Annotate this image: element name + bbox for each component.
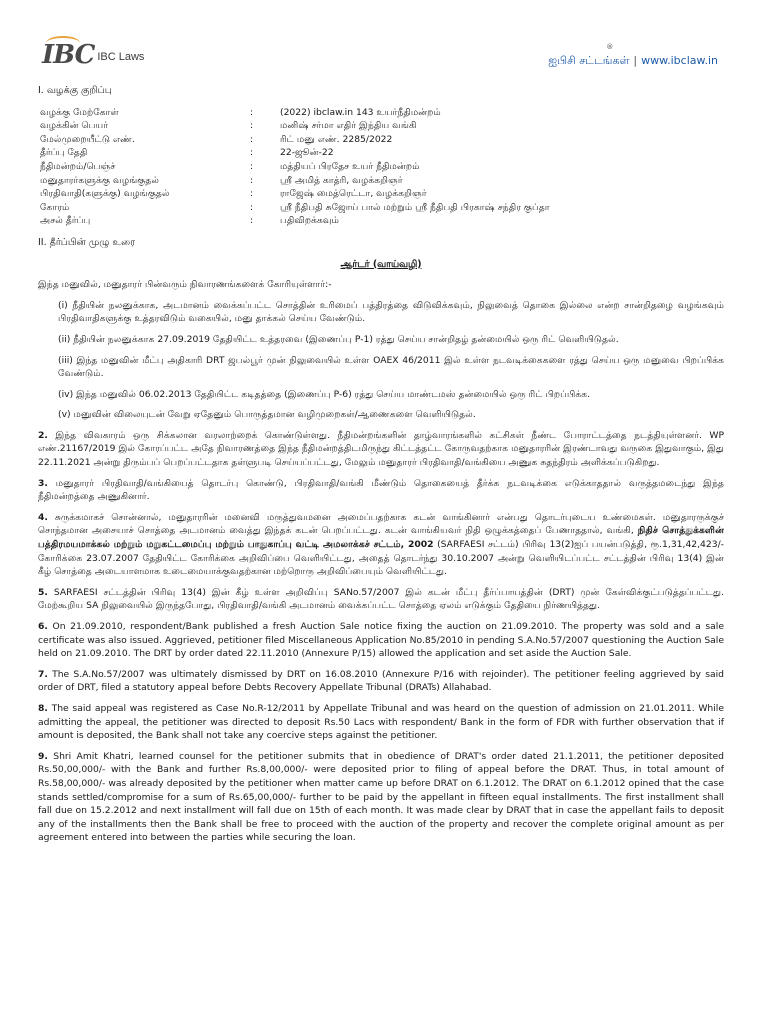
- paragraph-7: [38, 668, 724, 695]
- paragraph-text: SARFAESI சட்டத்தின் பிரிவு 13(4) இன் கீழ் உள்ள அறிவிப்பு SANo.57/2007 இல் கடன் மீட்பு தீர்ப்பாயத்தின் (DRT) முன் கேள்விக்குட்படுத்தப்பட்டது. மேற்கூறிய SA நிலுவையில் இருந்தபோது, பிரதிவாதி/வங்கி அடமானம் வைக்கப்பட்ட சொத்தை ஏலம் எடுக்கும் தேதியை நிர்ணயித்தது.: [38, 586, 724, 612]
- registered-mark: ®: [606, 43, 614, 51]
- ibc-laws-logo[interactable]: [42, 40, 144, 70]
- paragraph-number: 3.: [38, 477, 48, 489]
- paragraph-number: 7.: [38, 668, 48, 680]
- paragraph-text: சுருக்கமாகச் சொன்னால், மனுதாரரின் மனைவி மருத்துவமனை அமைப்பதற்காக கடன் வாங்கினார் என்பது தொடர்புடைய உண்மைகள். மனுதாரருக்குச் சொந்தமான அசையாச் சொத்தை அடமானம் வைத்து இந்தக் கடன் பெறப்பட்டது. கடன் வாங்கியவர் நிதி ஒழுக்கத்தைப் பேணாததால், வங்கி,: [38, 511, 725, 537]
- prayer-item: (v) மனுவின் விலையுடன் வேறு ஏதேனும் பொருத்தமான வழிமுறைகள்/ஆணைகளை வெளியிடுதல்.: [58, 409, 476, 421]
- paragraph-text: The said appeal was registered as Case No.R-12/2011 by Appellate Tribunal and was heard on the question of admission on 21.01.2011. While admitting the appeal, the petitioner was directed to deposit Rs.50 Lacs with respondent/ Bank in the form of FDR with further observation that if amount is deposited, the Bank shall not take any coercive steps against the petitioner.: [38, 702, 724, 742]
- paragraph-number: 4.: [38, 511, 48, 523]
- table-row: வழக்கின் பெயர் : மனிஷ் சர்மா எதிர் இந்திய வங்கி: [40, 120, 417, 132]
- prayer-item: (ii) நீதியின் நலனுக்காக 27.09.2019 தேதியிட்ட உத்தரவை (இணைப்பு P-1) ரத்து செய்ய சான்றிதழ் தன்மையில் ஒரு ரிட் வெளியிடுதல்.: [58, 333, 619, 345]
- table-row: தீர்ப்பு தேதி : 22-ஜூன்-22: [40, 147, 334, 159]
- section-full-text-title: II. தீர்ப்பின் முழு உரை: [38, 236, 135, 248]
- separator: |: [633, 54, 638, 67]
- table-row: நீதிமன்றம்/பெஞ்ச் : மத்தியப் பிரதேச உயர் நீதிமன்றம்: [40, 160, 420, 172]
- act-name-bold: நிதிச் சொத்துக்களின் பத்திரமயமாக்கல் மற்றும் மறுகட்டமைப்பு மற்றும் பாதுகாப்பு வட்டி அமலாக்கச் சட்டம், 2002: [38, 525, 724, 551]
- site-link[interactable]: [548, 43, 718, 69]
- site-url[interactable]: www.ibclaw.in: [641, 54, 718, 67]
- prayer-item: (iv) இந்த மனுவில் 06.02.2013 தேதியிட்ட கடிதத்தை (இணைப்பு P-6) ரத்து செய்ய மாண்டமஸ் தன்மையில் ஒரு ரிட் பிறப்பிக்க.: [58, 388, 591, 400]
- paragraph-9: [38, 750, 724, 845]
- paragraph-number: 9.: [38, 750, 48, 762]
- site-name-tamil: ஐபிசி சட்டங்கள்: [548, 54, 630, 67]
- paragraph-text: இந்த விவகாரம் ஒரு சிக்கலான வரலாற்றைக் கொண்டுள்ளது. நீதிமன்றங்களின் தாழ்வாரங்களில் கட்சிகள் நீண்ட போராட்டத்தை நடத்தியுள்ளனர். WP எண்.21167/2019 இல் கோரப்பட்ட அதே நிவாரணத்தை இந்த நீதிமன்றத்திடமிருந்து கிட்டத்தட்ட கோருவதற்காக மனுதாரரின் இரண்டாவது வருகை இதுவாகும், இது 22.11.2021 அன்று திரும்பப் பெறப்பட்டதாக தள்ளுபடி செய்யப்பட்டது, மேலும் மனுதாரர் பிரதிவாதி/வங்கியை அணுக சுதந்திரம் அளிக்கப்படுகிறது.: [38, 429, 724, 469]
- paragraph-text: (SARFAESI சட்டம்) பிரிவு 13(2)ஐப் பயன்படுத்தி, ரூ.1,31,42,423/- கோரிக்கை 23.07.2007 தேதியிட்ட கோரிக்கை அறிவிப்பை வெளியிட்டது, அதைத் தொடர்ந்து 30.10.2007 அன்று வெளியிடப்பட்ட சட்டத்தின் பிரிவு 13(4) இன் கீழ் சொத்தை அடையாளமாக உடைமையாக்குவதற்கான மற்றொரு அறிவிப்பையும் வெளியிட்டது.: [38, 539, 724, 578]
- document-body: [38, 84, 724, 852]
- prayer-item: (iii) இந்த மனுவின் மீட்பு அதிகாரி DRT ஜபல்பூர் முன் நிலுவையில் உள்ள OAEX 46/2011 இல் உள்ள நடவடிக்கைகளை ரத்து செய்ய ஒரு மனுவை பிறப்பிக்க வேண்டும்.: [58, 354, 724, 380]
- paragraph-2: [38, 429, 724, 470]
- paragraph-text: On 21.09.2010, respondent/Bank published a fresh Auction Sale notice fixing the auction on 21.09.2010. The property was sold and a sale certificate was also issued. Aggrieved, petitioner filed Miscellaneous Application No.85/2010 in pending S.A.No.57/2007 questioning the Auction Sale held on 21.09.2010. The DRT by order dated 22.11.2010 (Annexure P/15) allowed the application and set aside the Auction Sale.: [38, 621, 724, 660]
- logo-mark: IBC: [42, 40, 95, 70]
- paragraph-6: [38, 620, 724, 661]
- paragraph-text: Shri Amit Khatri, learned counsel for the petitioner submits that in obedience of DRAT's order dated 21.1.2011, the petitioner deposited Rs.50,00,000/- with the Bank and further Rs.8,00,000/- were deposited prior to filing of appeal before the DRAT. Thus, in total amount of Rs.58,00,000/- was already deposited by the petitioner when matter came up before DRAT on 6.1.2012. The DRAT on 6.1.2012 opined that the case stands settled/compromise for a sum of Rs.65,00,000/- further to be paid by the appellant in fifteen equal installments. The first installment shall fall due on 15.2.2012 and next installment will fall due on 15th of each month. It was made clear by DRAT that in case the appellant fails to deposit any of the installments then the Bank shall be free to proceed with the auction of the property and recover the complete original amount as per agreement entered into between the parties while securing the loan.: [38, 750, 725, 844]
- paragraph-number: 6.: [38, 621, 48, 632]
- intro-paragraph: இந்த மனுவில், மனுதாரர் பின்வரும் நிவாரணங்களைக் கோரியுள்ளார்:-: [38, 279, 332, 291]
- paragraph-text: மனுதாரர் பிரதிவாதி/வங்கியைத் தொடர்பு கொண்டு, பிரதிவாதி/வங்கி மீண்டும் தொகையைத் தீர்க்க நடவடிக்கை எடுக்காததால் வருத்தமடைந்து இந்த நீதிமன்றத்தை அணுகினார்.: [38, 477, 724, 503]
- paragraph-8: [38, 702, 724, 743]
- paragraph-number: 8.: [38, 702, 48, 714]
- paragraph-5: [38, 586, 724, 613]
- paragraph-number: 2.: [38, 429, 48, 441]
- paragraph-3: [38, 477, 724, 504]
- table-row: வழக்கு மேற்கோள் : (2022) ibclaw.in 143 உயர்நீதிமன்றம்: [40, 106, 441, 118]
- case-details-table: [40, 106, 550, 228]
- page-header: [42, 40, 718, 72]
- table-row: மேல்முறையீட்டு எண். : ரிட் மனு எண். 2285/2022: [40, 133, 393, 145]
- table-row: அசல் தீர்ப்பு : பதிவிறக்கவும்: [40, 214, 550, 228]
- table-row: கோரம் : ஸ்ரீ நீதிபதி சுஜோய் பால் மற்றும் ஸ்ரீ நீதிபதி பிரகாஷ் சந்திர குப்தா: [40, 201, 550, 213]
- paragraph-4: [38, 511, 724, 579]
- paragraph-number: 5.: [38, 586, 48, 598]
- table-row: பிரதிவாதி(களுக்கு) வழங்குதல் : ராஜேஷ் மைத்ரெட்டா, வழக்கறிஞர்: [40, 188, 427, 200]
- prayer-item: (i) நீதியின் நலனுக்காக, அடமானம் வைக்கப்பட்ட சொத்தின் உரிமைப் பத்திரத்தை விடுவிக்கவும், நிலுவைத் தொகை இல்லை என்ற சான்றிதழை வழங்கவும் பிரதிவாதிகளுக்கு உத்தரவிடும் வகையில், மனு தாக்கல் செய்ய வேண்டும்.: [58, 299, 724, 325]
- section-case-reference-title: I. வழக்கு குறிப்பு: [38, 85, 112, 96]
- table-row: மனுதாரர்களுக்கு வழங்குதல் : ஸ்ரீ அமித் காத்ரி, வழக்கறிஞர்: [40, 174, 403, 186]
- logo-text: IBC Laws: [97, 51, 145, 63]
- logo-swoosh-icon: [46, 36, 80, 50]
- order-title: ஆர்டர் (வாய்வழி): [340, 258, 422, 270]
- paragraph-text: The S.A.No.57/2007 was ultimately dismissed by DRT on 16.08.2010 (Annexure P/16 with rejoinder). The petitioner feeling aggrieved by said order of DRT, filed a statutory appeal before Debts Recovery Appellate Tribunal (DRATs) Allahabad.: [38, 668, 725, 694]
- download-link[interactable]: பதிவிறக்கவும்: [280, 215, 340, 227]
